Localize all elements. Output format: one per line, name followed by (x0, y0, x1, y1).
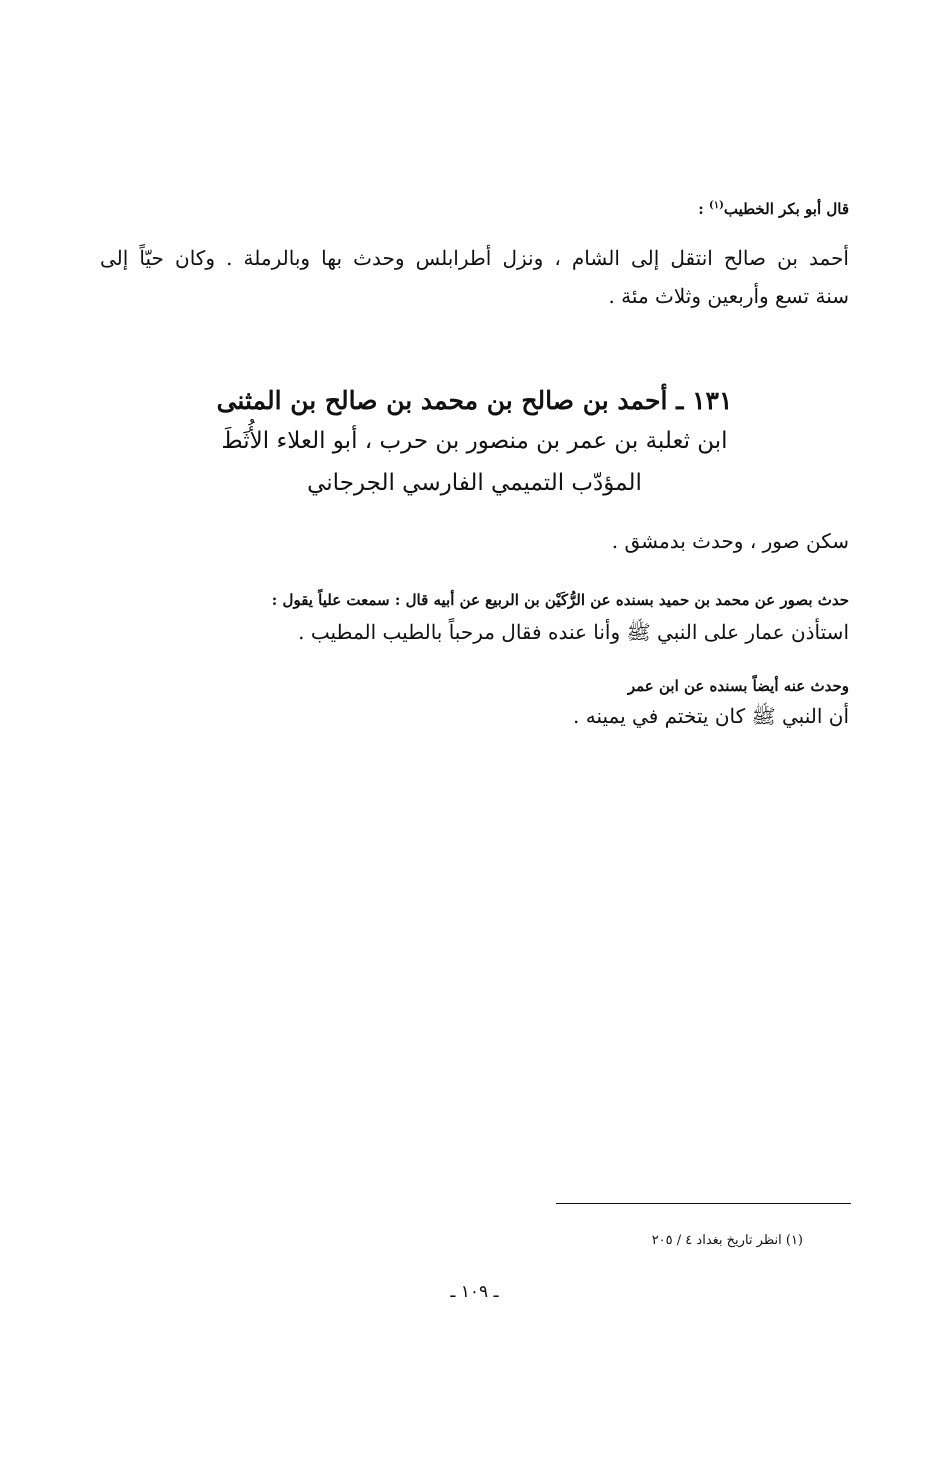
quote-line-1: أحمد بن صالح انتقل إلى الشام ، ونزل أطرابلس وحدث بها وبالرملة . وكان حيّاً إلى (100, 246, 849, 270)
entry-residence: سكن صور ، وحدث بدمشق . (611, 529, 849, 553)
entry-subtitle-2: المؤدّب التميمي الفارسي الجرجاني (307, 470, 642, 496)
quote-heading (100, 200, 849, 218)
hadith-2-isnad: وحدث عنه أيضاً بسنده عن ابن عمر (627, 677, 849, 695)
hadith-1-isnad: حدث بصور عن محمد بن حميد بسنده عن الرُّكَيْن بن الربيع عن أبيه قال : سمعت علياً يقول : (271, 591, 849, 609)
page-number: ـ ١٠٩ ـ (450, 1282, 499, 1302)
quote-line-2: سنة تسع وأربعين وثلاث مئة . (608, 284, 849, 308)
quote-heading-text: قال أبو بكر الخطيب (723, 200, 849, 218)
footnote-divider (556, 1203, 851, 1204)
footnote-reference: (١) (709, 200, 724, 211)
entry-title: ١٣١ ـ أحمد بن صالح بن محمد بن صالح بن المثنى (216, 386, 733, 415)
quote-heading-suffix: : (698, 200, 710, 218)
hadith-2-text: أن النبي ﷺ كان يتختم في يمينه . (573, 704, 849, 728)
entry-subtitle-1: ابن ثعلبة بن عمر بن منصور بن حرب ، أبو العلاء الأُثَطَ (221, 428, 728, 454)
footnote-text: (١) انظر تاريخ بغداد ٤ / ٢٠٥ (651, 1233, 803, 1248)
hadith-1-text: استأذن عمار على النبي ﷺ وأنا عنده فقال مرحباً بالطيب المطيب . (298, 620, 849, 644)
